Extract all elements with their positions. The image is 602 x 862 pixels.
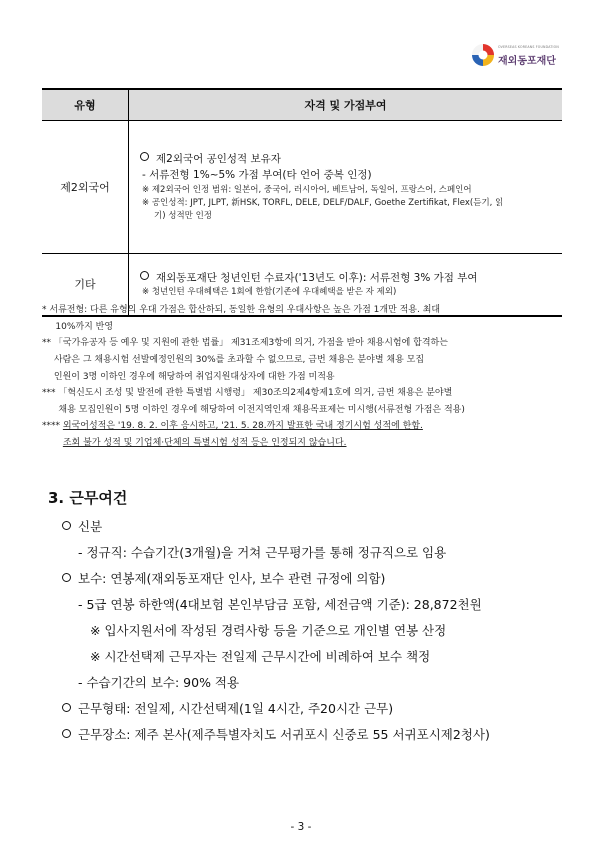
footnote-line: 조회 불가 성적 및 기업체·단체의 특별시험 성적 등은 인정되지 않습니다. bbox=[62, 438, 347, 449]
circle-bullet-icon bbox=[62, 573, 71, 582]
content-note: ※ 공인성적: JPT, JLPT, 新HSK, TORFL, DELE, DELF/DALF, Goethe Zertifikat, Flex(듣기, 읽 bbox=[142, 197, 504, 208]
row-type-second-language: 제2외국어 bbox=[42, 121, 129, 254]
logo-small-text: OVERSEAS KOREANS FOUNDATION bbox=[498, 45, 559, 49]
row-content-second-language bbox=[129, 121, 563, 254]
footnote-line: 10%까지 반영 bbox=[55, 321, 114, 332]
circle-bullet-icon bbox=[140, 271, 149, 280]
working-conditions bbox=[62, 514, 490, 748]
circle-bullet-icon bbox=[62, 703, 71, 712]
footnotes bbox=[42, 302, 564, 452]
row-type-other: 기타 bbox=[42, 254, 129, 316]
footnote bbox=[42, 335, 564, 385]
header-qualification: 자격 및 가점부여 bbox=[129, 89, 563, 121]
list-item: - 수습기간의 보수: 90% 적용 bbox=[78, 675, 240, 690]
list-item: ※ 시간선택제 근무자는 전일제 근무시간에 비례하여 보수 책정 bbox=[90, 649, 431, 664]
content-note: ※ 청년인턴 우대혜택은 1회에 한함(기존에 우대혜택을 받은 자 제외) bbox=[142, 286, 397, 297]
foundation-logo bbox=[470, 40, 570, 74]
circle-bullet-icon bbox=[140, 152, 149, 161]
footnote bbox=[42, 418, 564, 451]
footnote-line: 외국어성적은 '19. 8. 2. 이후 응시하고, '21. 5. 28.까지 발표한 국내 정기시험 성적에 한함. bbox=[62, 421, 423, 432]
footnote-line: 「국가유공자 등 예우 및 지원에 관한 법률」 제31조제3항에 의거, 가점을 받아 채용시험에 합격하는 bbox=[53, 338, 448, 349]
circle-bullet-icon bbox=[62, 729, 71, 738]
content-line: 제2외국어 공인성적 보유자 bbox=[156, 152, 281, 165]
footnote-line: 「혁신도시 조성 및 발전에 관한 특별법 시행령」 제30조의2제4항제1호에 의거, 금번 채용은 분야별 bbox=[58, 388, 453, 399]
footnote-line: 서류전형: 다른 유형의 우대 가점은 합산하되, 동일한 유형의 우대사항은 높은 가점 1개만 적용. 최대 bbox=[49, 305, 441, 315]
footnote-mark: **** bbox=[42, 421, 63, 432]
circle-bullet-icon bbox=[62, 521, 71, 530]
list-item: 보수: 연봉제(재외동포재단 인사, 보수 관련 규정에 의함) bbox=[62, 566, 490, 592]
foundation-logo-icon bbox=[470, 42, 496, 68]
footnote-mark: ** bbox=[42, 338, 54, 349]
content-line: - 서류전형 1%~5% 가점 부여(타 언어 중복 인정) bbox=[142, 169, 372, 182]
footnote bbox=[42, 385, 564, 418]
footnote-line: 사람은 그 채용시험 선발예정인원의 30%를 초과할 수 없으므로, 금번 채용은 분야별 채용 모집 bbox=[53, 354, 425, 365]
list-item: - 5급 연봉 하한액(4대보험 본인부담금 포함, 세전금액 기준): 28,872천원 bbox=[78, 597, 482, 612]
footnote bbox=[42, 302, 564, 335]
page-number: - 3 - bbox=[290, 821, 312, 833]
table-header-row bbox=[42, 89, 562, 121]
footnote-mark: *** bbox=[42, 388, 59, 399]
logo-name: 재외동포재단 bbox=[498, 56, 556, 67]
list-item: - 정규직: 수습기간(3개월)을 거쳐 근무평가를 통해 정규직으로 임용 bbox=[78, 545, 447, 560]
list-item: 근무형태: 전일제, 시간선택제(1일 4시간, 주20시간 근무) bbox=[62, 696, 490, 722]
list-item: 근무장소: 제주 본사(제주특별자치도 서귀포시 신중로 55 서귀포시제2청사) bbox=[62, 722, 490, 748]
content-line: 재외동포재단 청년인턴 수료자('13년도 이후): 서류전형 3% 가점 부여 bbox=[156, 271, 478, 284]
content-note: ※ 제2외국어 인정 범위: 일본어, 중국어, 러시아어, 베트남어, 독일어, 프랑스어, 스페인어 bbox=[142, 184, 472, 195]
content-note: 기) 성적만 인정 bbox=[154, 210, 212, 221]
table-row bbox=[42, 121, 562, 254]
footnote-mark: * bbox=[42, 305, 50, 315]
section-title: 3. 근무여건 bbox=[48, 489, 128, 507]
list-item: ※ 입사지원서에 작성된 경력사항 등을 기준으로 개인별 연봉 산정 bbox=[90, 623, 447, 638]
qualification-table bbox=[42, 88, 562, 317]
header-type: 유형 bbox=[42, 89, 129, 121]
footnote-line: 채용 모집인원이 5명 이하인 경우에 해당하여 이전지역인재 채용목표제는 미시행(서류전형 가점은 적용) bbox=[58, 404, 465, 415]
footnote-line: 인원이 3명 이하인 경우에 해당하여 취업지원대상자에 대한 가점 미적용 bbox=[53, 371, 335, 382]
list-item: 신분 bbox=[62, 514, 490, 540]
